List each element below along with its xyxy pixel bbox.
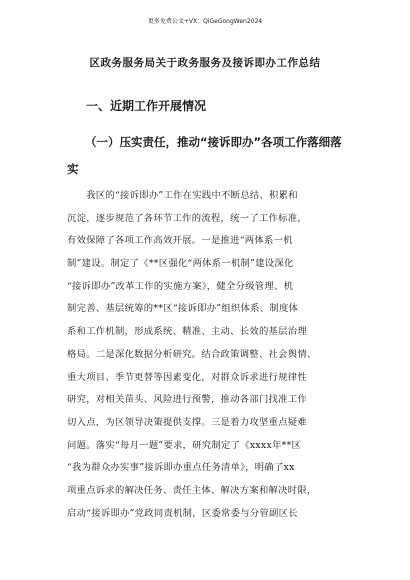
paragraph-line: 切入点，为区领导决策提供支撑。三是着力攻坚重点疑难 <box>67 416 307 428</box>
paragraph-line: 项重点诉求的解决任务、责任主体、解决方案和解决时限， <box>67 484 317 496</box>
paragraph-line: 研究，对相关苗头、风险进行预警，推动各部门找准工作 <box>67 394 307 406</box>
paragraph-line: 重大项目、季节更替等因素变化，对群众诉求进行规律性 <box>67 371 307 383</box>
section-heading: 一、近期工作开展情况 <box>86 99 207 113</box>
paragraph-line: 问题。落实“每月一题”要求，研究制定了《xxxx年**区 <box>67 439 302 451</box>
paragraph-line: “我为群众办实事”接诉即办重点任务清单》，明确了xx <box>67 462 295 474</box>
paragraph-line: 格局。二是深化数据分析研究。结合政策调整、社会舆情、 <box>67 348 317 360</box>
paragraph-line: 制完善、基层统筹的**区“接诉即办”组织体系、制度体 <box>67 303 299 315</box>
paragraph-line: 有效保障了各项工作高效开展。一是推进“两体系一机 <box>67 235 293 247</box>
paragraph-line: 我区的“接诉即办”工作在实践中不断总结、积累和 <box>67 190 298 201</box>
paragraph-line: 系和工作机制，形成系统、精准、主动、长效的基层治理 <box>67 326 307 338</box>
paragraph-line: 启动“接诉即办”党政同责机制，区委常委与分管副区长 <box>67 507 298 519</box>
paragraph-line: “接诉即办”改革工作的实施方案》，健全分级管理、机 <box>67 280 294 292</box>
subsection-heading: （一）压实责任，推动“接诉即办”各项工作落细落实 <box>67 135 342 176</box>
paragraph-line: 制”建设。制定了《**区强化“两体系一机制”建设深化 <box>67 258 294 270</box>
document-title: 区政务服务局关于政务服务及接诉即办工作总结 <box>89 57 321 69</box>
header-note: 更多免费公文+VX：QiGeGongWen2024 <box>147 18 263 25</box>
body-paragraph <box>67 185 355 525</box>
paragraph-line: 沉淀，逐步规范了各环节工作的流程，统一了工作标准， <box>67 212 307 224</box>
